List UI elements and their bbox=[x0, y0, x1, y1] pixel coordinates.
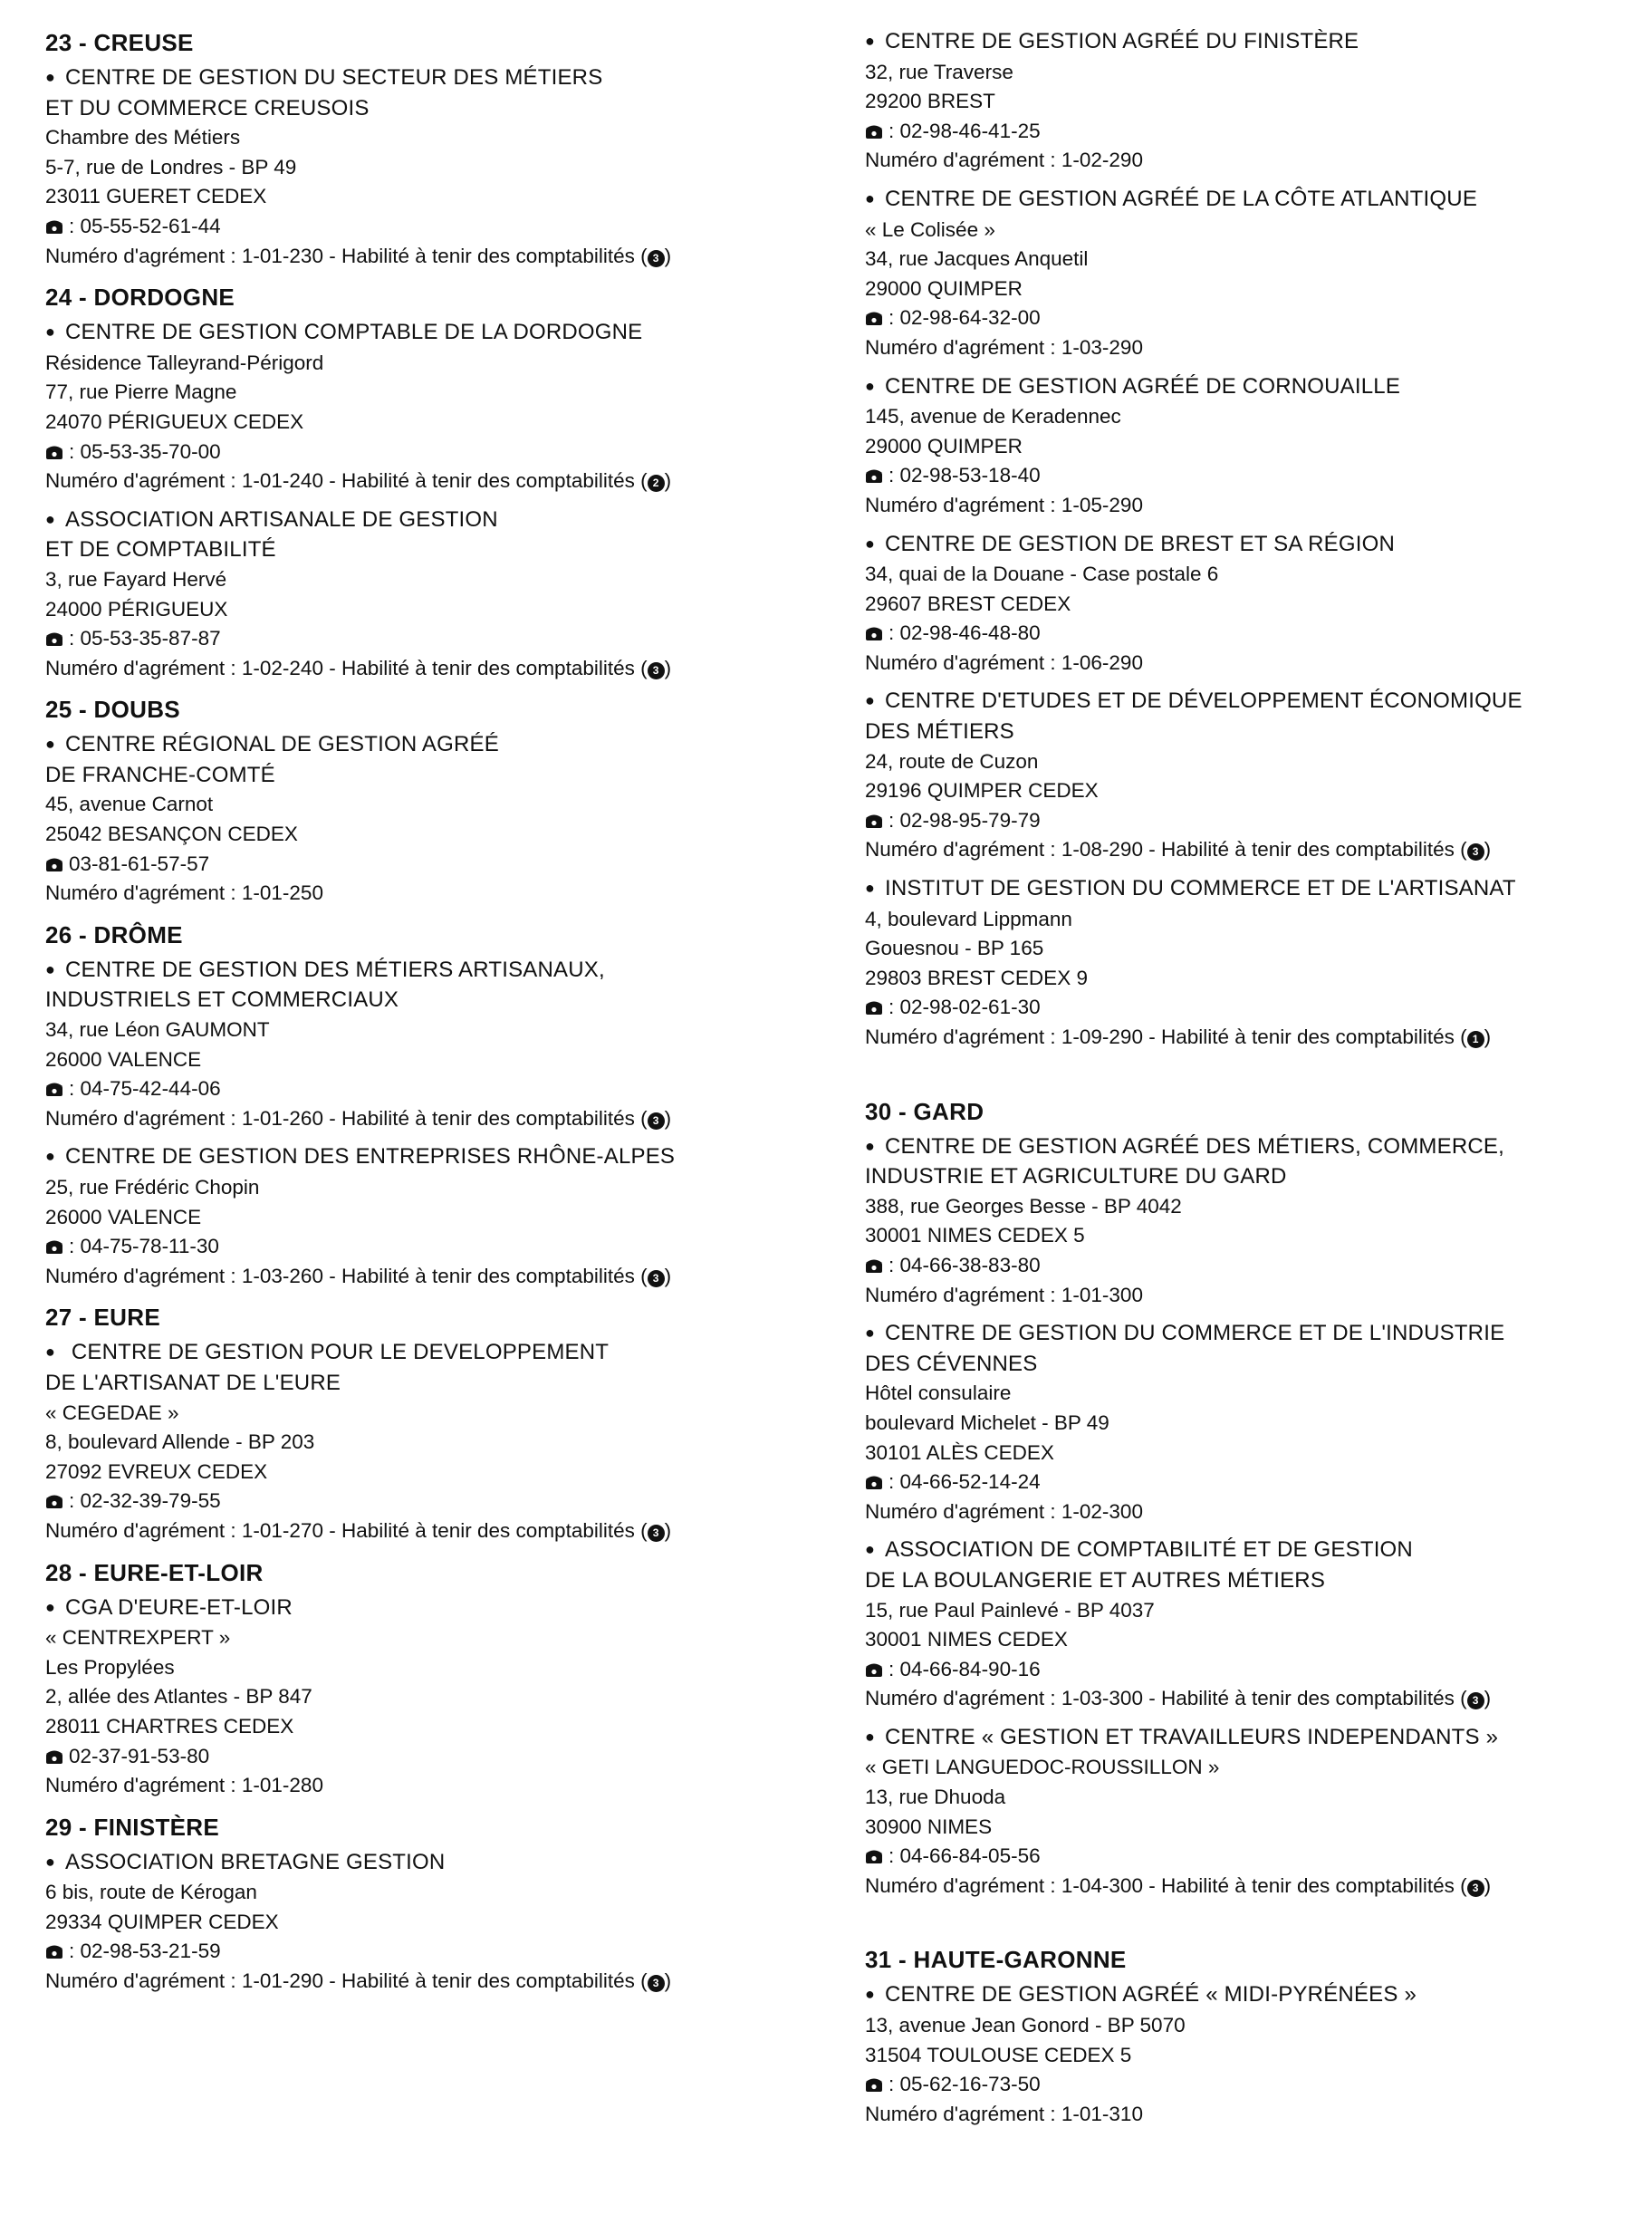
entry-name bbox=[45, 1338, 842, 1398]
address-line: 29200 BREST bbox=[865, 90, 995, 113]
phone-number: : 05-62-16-73-50 bbox=[888, 2073, 1041, 2096]
entry-name bbox=[865, 874, 1644, 905]
agrement-line bbox=[45, 242, 842, 272]
circled-number-icon: 3 bbox=[648, 1112, 665, 1130]
address-line: 6 bis, route de Kérogan bbox=[45, 1881, 257, 1904]
address-line: 5-7, rue de Londres - BP 49 bbox=[45, 155, 297, 178]
entry-name bbox=[865, 185, 1644, 216]
telephone-icon bbox=[45, 218, 63, 235]
phone-line bbox=[45, 212, 842, 242]
phone-number: : 04-66-52-14-24 bbox=[888, 1470, 1041, 1494]
directory-entry bbox=[45, 1593, 842, 1801]
address-line: 8, boulevard Allende - BP 203 bbox=[45, 1430, 315, 1454]
phone-line bbox=[865, 1468, 1644, 1497]
address-line: « Le Colisée » bbox=[865, 217, 995, 241]
agrement-close: ) bbox=[1484, 838, 1492, 862]
agrement-text: Numéro d'agrément : 1-03-300 - Habilité à tenir des comptabilités ( bbox=[865, 1687, 1467, 1710]
address-line: 24, route de Cuzon bbox=[865, 749, 1039, 773]
directory-entry bbox=[45, 730, 842, 909]
bullet-icon: ● bbox=[45, 323, 56, 342]
department-heading: 29 - FINISTÈRE bbox=[45, 1813, 220, 1841]
agrement-line bbox=[865, 1497, 1644, 1527]
agrement-text: Numéro d'agrément : 1-01-250 bbox=[45, 881, 323, 905]
agrement-close: ) bbox=[664, 656, 672, 679]
directory-entry bbox=[865, 372, 1644, 521]
entry-name bbox=[865, 1132, 1644, 1192]
entry-name-text: CENTRE DE GESTION AGRÉÉ DES MÉTIERS, COMMERCE, INDUSTRIE ET AGRICULTURE DU GARD bbox=[865, 1133, 1504, 1189]
directory-entry bbox=[865, 1132, 1644, 1311]
agrement-line bbox=[45, 1104, 842, 1134]
telephone-icon bbox=[865, 1661, 883, 1678]
telephone-icon bbox=[45, 1493, 63, 1509]
agrement-text: Numéro d'agrément : 1-01-270 - Habilité à tenir des comptabilités ( bbox=[45, 1518, 648, 1542]
address-line: 30001 NIMES CEDEX 5 bbox=[865, 1224, 1085, 1247]
directory-entry bbox=[865, 27, 1644, 176]
telephone-icon bbox=[45, 1748, 63, 1765]
telephone-icon bbox=[865, 2076, 883, 2093]
telephone-icon bbox=[45, 631, 63, 647]
entry-name-text: CENTRE DE GESTION AGRÉÉ DU FINISTÈRE bbox=[885, 29, 1359, 53]
directory-entry bbox=[865, 1723, 1644, 1901]
directory-entry bbox=[45, 956, 842, 1134]
directory-entry bbox=[45, 63, 842, 271]
bullet-icon: ● bbox=[45, 509, 56, 528]
agrement-text: Numéro d'agrément : 1-01-230 - Habilité à tenir des comptabilités ( bbox=[45, 244, 648, 267]
agrement-line bbox=[865, 1023, 1644, 1053]
entry-name bbox=[865, 530, 1644, 561]
department-heading: 27 - EURE bbox=[45, 1304, 160, 1332]
phone-number: : 04-66-84-05-56 bbox=[888, 1844, 1041, 1868]
telephone-icon bbox=[865, 999, 883, 1016]
entry-name-text: CENTRE DE GESTION DES MÉTIERS ARTISANAUX, INDUSTRIELS ET COMMERCIAUX bbox=[45, 957, 605, 1013]
telephone-icon bbox=[865, 1257, 883, 1274]
entry-name bbox=[865, 372, 1644, 403]
address-line: 26000 VALENCE bbox=[45, 1047, 202, 1071]
address-line: 13, avenue Jean Gonord - BP 5070 bbox=[865, 2014, 1186, 2037]
address-line: 145, avenue de Keradennec bbox=[865, 405, 1121, 428]
telephone-icon bbox=[865, 310, 883, 326]
circled-number-icon: 3 bbox=[648, 250, 665, 267]
bullet-icon: ● bbox=[45, 735, 56, 754]
telephone-icon bbox=[45, 1081, 63, 1097]
phone-number: : 02-98-46-41-25 bbox=[888, 119, 1041, 142]
directory-entry bbox=[865, 530, 1644, 679]
phone-number: : 04-75-78-11-30 bbox=[69, 1235, 219, 1258]
agrement-text: Numéro d'agrément : 1-05-290 bbox=[865, 493, 1143, 516]
right-column bbox=[865, 27, 1644, 2138]
address-line: 30001 NIMES CEDEX bbox=[865, 1628, 1068, 1651]
address-line: 77, rue Pierre Magne bbox=[45, 380, 237, 404]
bullet-icon: ● bbox=[45, 1343, 56, 1362]
phone-line bbox=[865, 1251, 1644, 1281]
left-column bbox=[45, 27, 842, 2006]
agrement-line bbox=[45, 879, 842, 909]
entry-name-text: CENTRE DE GESTION DE BREST ET SA RÉGION bbox=[885, 531, 1396, 556]
circled-number-icon: 1 bbox=[1467, 1031, 1484, 1048]
agrement-line bbox=[865, 2100, 1644, 2130]
phone-number: : 04-66-84-90-16 bbox=[888, 1657, 1041, 1680]
address-line: « CEGEDAE » bbox=[45, 1401, 179, 1424]
entry-name bbox=[45, 1848, 842, 1879]
entry-name-text: CENTRE D'ETUDES ET DE DÉVELOPPEMENT ÉCONOMIQUE DES MÉTIERS bbox=[865, 688, 1522, 745]
entry-name-text: CENTRE DE GESTION DU COMMERCE ET DE L'INDUSTRIE DES CÉVENNES bbox=[865, 1321, 1505, 1376]
agrement-text: Numéro d'agrément : 1-01-260 - Habilité à tenir des comptabilités ( bbox=[45, 1106, 648, 1130]
phone-line bbox=[45, 624, 842, 654]
bullet-icon: ● bbox=[865, 534, 876, 553]
directory-entry bbox=[865, 185, 1644, 363]
phone-number: : 02-98-53-21-59 bbox=[69, 1940, 221, 1963]
address-line: 31504 TOULOUSE CEDEX 5 bbox=[865, 2043, 1132, 2066]
address-line: 25, rue Frédéric Chopin bbox=[45, 1176, 260, 1199]
entry-name-text: CENTRE « GESTION ET TRAVAILLEURS INDEPENDANTS » bbox=[885, 1724, 1499, 1749]
phone-number: 03-81-61-57-57 bbox=[69, 852, 210, 875]
bullet-icon: ● bbox=[865, 879, 876, 898]
entry-name-text: CENTRE DE GESTION DES ENTREPRISES RHÔNE-ALPES bbox=[65, 1144, 676, 1170]
department-heading: 25 - DOUBS bbox=[45, 696, 180, 724]
entry-name-text: CENTRE DE GESTION COMPTABLE DE LA DORDOGNE bbox=[65, 320, 643, 345]
telephone-icon bbox=[865, 123, 883, 140]
agrement-close: ) bbox=[664, 1106, 672, 1130]
directory-entry bbox=[45, 318, 842, 496]
address-line: 34, quai de la Douane - Case postale 6 bbox=[865, 563, 1219, 586]
phone-line bbox=[865, 1842, 1644, 1872]
agrement-line bbox=[45, 467, 842, 496]
address-line: 24000 PÉRIGUEUX bbox=[45, 597, 228, 621]
entry-name bbox=[45, 730, 842, 790]
entry-name-text: CENTRE DE GESTION POUR LE DEVELOPPEMENT DE L'ARTISANAT DE L'EURE bbox=[45, 1340, 610, 1395]
bullet-icon: ● bbox=[865, 691, 876, 710]
agrement-line bbox=[865, 649, 1644, 679]
directory-entry bbox=[865, 687, 1644, 865]
agrement-text: Numéro d'agrément : 1-01-290 - Habilité à tenir des comptabilités ( bbox=[45, 1969, 648, 1993]
phone-line bbox=[865, 2070, 1644, 2100]
phone-number: : 02-98-46-48-80 bbox=[888, 621, 1041, 645]
bullet-icon: ● bbox=[865, 188, 876, 207]
entry-name bbox=[45, 956, 842, 1016]
entry-name bbox=[45, 63, 842, 123]
address-line: 23011 GUERET CEDEX bbox=[45, 185, 267, 208]
entry-name bbox=[865, 687, 1644, 746]
agrement-line bbox=[45, 1262, 842, 1292]
directory-entry bbox=[45, 1338, 842, 1545]
entry-name bbox=[865, 1319, 1644, 1379]
phone-number: : 02-98-02-61-30 bbox=[888, 996, 1041, 1019]
entry-name-text: CENTRE DE GESTION DU SECTEUR DES MÉTIERS ET DU COMMERCE CREUSOIS bbox=[45, 65, 603, 120]
entry-name-text: CENTRE DE GESTION AGRÉÉ DE LA CÔTE ATLANTIQUE bbox=[885, 186, 1478, 211]
telephone-icon bbox=[865, 1848, 883, 1864]
entry-name-text: CENTRE DE GESTION AGRÉÉ « MIDI-PYRÉNÉES » bbox=[885, 1982, 1417, 2007]
telephone-icon bbox=[45, 856, 63, 872]
bullet-icon: ● bbox=[865, 1985, 876, 2004]
address-line: 29607 BREST CEDEX bbox=[865, 592, 1071, 615]
address-line: 4, boulevard Lippmann bbox=[865, 907, 1072, 930]
department-heading: 31 - HAUTE-GARONNE bbox=[865, 1946, 1127, 1974]
entry-name bbox=[865, 1980, 1644, 2011]
agrement-text: Numéro d'agrément : 1-08-290 - Habilité à tenir des comptabilités ( bbox=[865, 838, 1467, 862]
agrement-text: Numéro d'agrément : 1-01-280 bbox=[45, 1774, 323, 1797]
phone-line bbox=[45, 1074, 842, 1104]
phone-number: : 02-98-95-79-79 bbox=[888, 808, 1041, 832]
address-line: 34, rue Léon GAUMONT bbox=[45, 1018, 270, 1042]
address-line: 30900 NIMES bbox=[865, 1815, 993, 1838]
agrement-close: ) bbox=[664, 244, 672, 267]
telephone-icon bbox=[45, 1238, 63, 1255]
entry-name bbox=[45, 318, 842, 349]
agrement-close: ) bbox=[1484, 1687, 1492, 1710]
agrement-line bbox=[865, 835, 1644, 865]
agrement-text: Numéro d'agrément : 1-02-240 - Habilité à tenir des comptabilités ( bbox=[45, 656, 648, 679]
phone-line bbox=[865, 1655, 1644, 1685]
address-line: 34, rue Jacques Anquetil bbox=[865, 247, 1089, 271]
bullet-icon: ● bbox=[45, 68, 56, 86]
address-line: 24070 PÉRIGUEUX CEDEX bbox=[45, 409, 304, 433]
agrement-text: Numéro d'agrément : 1-03-260 - Habilité à tenir des comptabilités ( bbox=[45, 1264, 648, 1287]
agrement-line bbox=[45, 1516, 842, 1546]
address-line: 25042 BESANÇON CEDEX bbox=[45, 823, 298, 846]
address-line: 2, allée des Atlantes - BP 847 bbox=[45, 1685, 312, 1709]
agrement-close: ) bbox=[664, 1518, 672, 1542]
phone-line bbox=[45, 1742, 842, 1772]
section-gap bbox=[865, 1910, 1644, 1933]
department-heading: 28 - EURE-ET-LOIR bbox=[45, 1558, 264, 1586]
directory-entry bbox=[865, 1980, 1644, 2129]
bullet-icon: ● bbox=[45, 1852, 56, 1871]
telephone-icon bbox=[865, 467, 883, 484]
directory-entry bbox=[865, 1536, 1644, 1714]
circled-number-icon: 3 bbox=[648, 662, 665, 679]
agrement-line bbox=[865, 1872, 1644, 1901]
agrement-text: Numéro d'agrément : 1-01-240 - Habilité à tenir des comptabilités ( bbox=[45, 469, 648, 493]
phone-number: : 02-32-39-79-55 bbox=[69, 1489, 221, 1513]
address-line: boulevard Michelet - BP 49 bbox=[865, 1410, 1109, 1434]
agrement-close: ) bbox=[1484, 1873, 1492, 1897]
address-line: 29803 BREST CEDEX 9 bbox=[865, 966, 1088, 989]
circled-number-icon: 2 bbox=[648, 475, 665, 492]
directory-entry bbox=[865, 874, 1644, 1053]
circled-number-icon: 3 bbox=[1467, 1692, 1484, 1709]
telephone-icon bbox=[865, 1474, 883, 1490]
agrement-line bbox=[865, 1684, 1644, 1714]
directory-entry bbox=[45, 505, 842, 684]
directory-entry bbox=[45, 1848, 842, 1997]
agrement-close: ) bbox=[664, 1264, 672, 1287]
agrement-text: Numéro d'agrément : 1-09-290 - Habilité à tenir des comptabilités ( bbox=[865, 1025, 1467, 1048]
address-line: « GETI LANGUEDOC-ROUSSILLON » bbox=[865, 1756, 1220, 1779]
directory-entry bbox=[45, 1142, 842, 1291]
entry-name-text: CENTRE DE GESTION AGRÉÉ DE CORNOUAILLE bbox=[885, 373, 1401, 399]
bullet-icon: ● bbox=[45, 1597, 56, 1616]
bullet-icon: ● bbox=[865, 1136, 876, 1155]
address-line: 45, avenue Carnot bbox=[45, 793, 214, 816]
address-line: 13, rue Dhuoda bbox=[865, 1786, 1006, 1809]
agrement-line bbox=[865, 146, 1644, 176]
phone-number: : 04-66-38-83-80 bbox=[888, 1253, 1041, 1276]
bullet-icon: ● bbox=[865, 32, 876, 50]
address-line: Gouesnou - BP 165 bbox=[865, 937, 1044, 960]
phone-line bbox=[865, 806, 1644, 836]
phone-number: : 05-55-52-61-44 bbox=[69, 214, 221, 237]
agrement-text: Numéro d'agrément : 1-01-300 bbox=[865, 1283, 1143, 1306]
telephone-icon bbox=[865, 625, 883, 641]
address-line: Les Propylées bbox=[45, 1655, 175, 1679]
address-line: 27092 EVREUX CEDEX bbox=[45, 1459, 268, 1483]
department-heading: 30 - GARD bbox=[865, 1097, 984, 1125]
entry-name bbox=[865, 1723, 1644, 1754]
phone-line bbox=[865, 461, 1644, 491]
address-line: « CENTREXPERT » bbox=[45, 1626, 231, 1650]
phone-number: : 04-75-42-44-06 bbox=[69, 1077, 221, 1101]
phone-line bbox=[45, 1937, 842, 1967]
agrement-text: Numéro d'agrément : 1-01-310 bbox=[865, 2102, 1143, 2125]
department-heading: 23 - CREUSE bbox=[45, 29, 194, 56]
phone-line bbox=[45, 1232, 842, 1262]
address-line: 30101 ALÈS CEDEX bbox=[865, 1440, 1054, 1464]
address-line: 28011 CHARTRES CEDEX bbox=[45, 1714, 294, 1738]
address-line: 29196 QUIMPER CEDEX bbox=[865, 779, 1099, 803]
agrement-text: Numéro d'agrément : 1-02-290 bbox=[865, 149, 1143, 172]
agrement-line bbox=[45, 654, 842, 684]
agrement-text: Numéro d'agrément : 1-06-290 bbox=[865, 650, 1143, 674]
bullet-icon: ● bbox=[865, 376, 876, 395]
agrement-text: Numéro d'agrément : 1-03-290 bbox=[865, 335, 1143, 359]
department-heading: 24 - DORDOGNE bbox=[45, 284, 235, 312]
phone-line bbox=[865, 619, 1644, 649]
address-line: Chambre des Métiers bbox=[45, 126, 241, 149]
phone-number: : 05-53-35-87-87 bbox=[69, 627, 221, 650]
department-heading: 26 - DRÔME bbox=[45, 920, 183, 948]
agrement-close: ) bbox=[664, 1969, 672, 1993]
circled-number-icon: 3 bbox=[1467, 843, 1484, 861]
phone-number: : 02-98-53-18-40 bbox=[888, 464, 1041, 487]
entry-name bbox=[45, 1593, 842, 1624]
address-line: 29000 QUIMPER bbox=[865, 276, 1023, 300]
telephone-icon bbox=[45, 444, 63, 460]
entry-name bbox=[865, 27, 1644, 58]
directory-entry bbox=[865, 1319, 1644, 1526]
address-line: 32, rue Traverse bbox=[865, 60, 1013, 83]
phone-line bbox=[45, 850, 842, 880]
phone-line bbox=[45, 438, 842, 467]
bullet-icon: ● bbox=[865, 1324, 876, 1343]
entry-name bbox=[45, 505, 842, 565]
circled-number-icon: 3 bbox=[648, 1525, 665, 1542]
phone-line bbox=[865, 117, 1644, 147]
phone-line bbox=[45, 1487, 842, 1516]
agrement-line bbox=[865, 333, 1644, 363]
address-line: Résidence Talleyrand-Périgord bbox=[45, 351, 324, 374]
agrement-text: Numéro d'agrément : 1-04-300 - Habilité à tenir des comptabilités ( bbox=[865, 1873, 1467, 1897]
telephone-icon bbox=[865, 813, 883, 829]
entry-name-text: CGA D'EURE-ET-LOIR bbox=[65, 1594, 293, 1620]
phone-number: 02-37-91-53-80 bbox=[69, 1744, 210, 1767]
phone-line bbox=[865, 993, 1644, 1023]
bullet-icon: ● bbox=[45, 1147, 56, 1166]
address-line: 3, rue Fayard Hervé bbox=[45, 567, 227, 591]
address-line: 26000 VALENCE bbox=[45, 1205, 202, 1228]
section-gap bbox=[865, 1062, 1644, 1085]
entry-name-text: ASSOCIATION DE COMPTABILITÉ ET DE GESTION DE LA BOULANGERIE ET AUTRES MÉTIERS bbox=[865, 1537, 1413, 1593]
entry-name bbox=[45, 1142, 842, 1173]
phone-line bbox=[865, 303, 1644, 333]
agrement-close: ) bbox=[1484, 1025, 1492, 1048]
agrement-line bbox=[865, 491, 1644, 521]
entry-name bbox=[865, 1536, 1644, 1595]
circled-number-icon: 3 bbox=[648, 1270, 665, 1287]
agrement-close: ) bbox=[664, 469, 672, 493]
entry-name-text: ASSOCIATION ARTISANALE DE GESTION ET DE COMPTABILITÉ bbox=[45, 506, 498, 563]
phone-number: : 05-53-35-70-00 bbox=[69, 439, 221, 463]
circled-number-icon: 3 bbox=[1467, 1880, 1484, 1897]
agrement-line bbox=[45, 1967, 842, 1997]
entry-name-text: INSTITUT DE GESTION DU COMMERCE ET DE L'ARTISANAT bbox=[885, 876, 1516, 901]
bullet-icon: ● bbox=[865, 1540, 876, 1559]
agrement-line bbox=[865, 1281, 1644, 1311]
agrement-line bbox=[45, 1771, 842, 1801]
bullet-icon: ● bbox=[45, 959, 56, 978]
phone-number: : 02-98-64-32-00 bbox=[888, 306, 1041, 330]
telephone-icon bbox=[45, 1943, 63, 1959]
address-line: 29000 QUIMPER bbox=[865, 434, 1023, 457]
entry-name-text: ASSOCIATION BRETAGNE GESTION bbox=[65, 1849, 446, 1874]
address-line: 388, rue Georges Besse - BP 4042 bbox=[865, 1194, 1182, 1218]
agrement-text: Numéro d'agrément : 1-02-300 bbox=[865, 1499, 1143, 1523]
address-line: 29334 QUIMPER CEDEX bbox=[45, 1910, 279, 1933]
address-line: Hôtel consulaire bbox=[865, 1382, 1012, 1405]
address-line: 15, rue Paul Painlevé - BP 4037 bbox=[865, 1598, 1155, 1622]
bullet-icon: ● bbox=[865, 1727, 876, 1746]
circled-number-icon: 3 bbox=[648, 1975, 665, 1992]
entry-name-text: CENTRE RÉGIONAL DE GESTION AGRÉÉ DE FRANCHE-COMTÉ bbox=[45, 732, 499, 787]
